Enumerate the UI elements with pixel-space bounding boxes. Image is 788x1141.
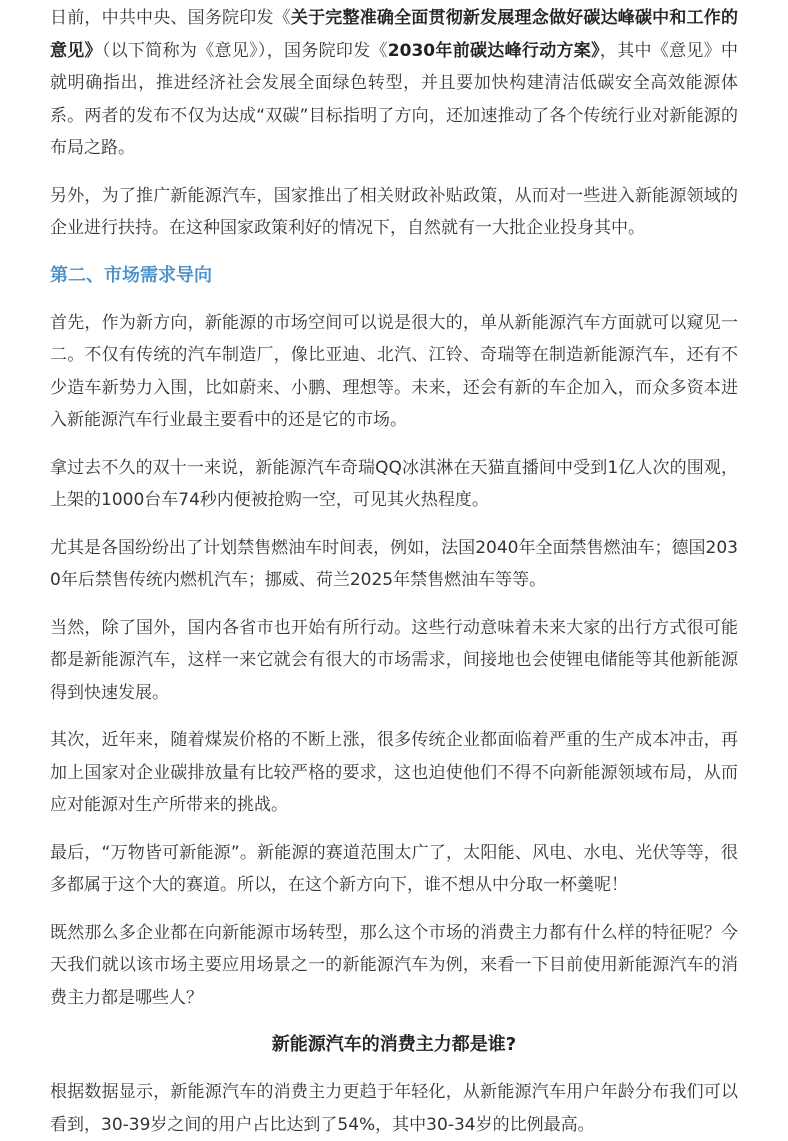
coal-price-paragraph: 其次，近年来，随着煤炭价格的不断上涨，很多传统企业都面临着严重的生产成本冲击，再加上国家对企业碳排放量有比较严格的要求，这也迫使他们不得不向新能源领域布局，从而应对能源对生产所带来的挑战。 — [50, 730, 738, 815]
subsidy-paragraph: 另外，为了推广新能源汽车，国家推出了相关财政补贴政策，从而对一些进入新能源领域的企业进行扶持。在这种国家政策利好的情况下，自然就有一大批企业投身其中。 — [50, 185, 738, 238]
consumer-question-paragraph: 既然那么多企业都在向新能源市场转型，那么这个市场的消费主力都有什么样的特征呢？今天我们就以该市场主要应用场景之一的新能源汽车为例，来看一下目前使用新能源汽车的消费主力都是哪些人？ — [50, 922, 738, 1008]
domestic-action-paragraph: 当然，除了国外，国内各省市也开始有所行动。这些行动意味着未来大家的出行方式很可能都是新能源汽车，这样一来它就会有很大的市场需求，间接地也会使锂电储能等其他新能源得到快速发展。 — [50, 617, 738, 703]
paragraph-gap — [50, 517, 738, 532]
age-distribution-paragraph: 根据数据显示，新能源汽车的消费主力更趋于年轻化，从新能源汽车用户年龄分布我们可以看到，30-39岁之间的用户占比达到了54%，其中30-34岁的比例最高。 — [50, 1082, 738, 1135]
paragraph-gap — [50, 245, 738, 260]
paragraph-gap — [50, 1061, 738, 1076]
paragraph-gap — [50, 1014, 738, 1029]
fuel-car-ban-paragraph: 尤其是各国纷纷出了计划禁售燃油车时间表，例如，法国2040年全面禁售燃油车；德国2030年后禁售传统内燃机汽车；挪威、荷兰2025年禁售燃油车等等。 — [50, 537, 738, 590]
market-space-paragraph: 首先，作为新方向，新能源的市场空间可以说是很大的，单从新能源汽车方面就可以窥见一二。不仅有传统的汽车制造厂，像比亚迪、北汽、江铃、奇瑞等在制造新能源汽车，还有不少造车新势力入围，比如蔚来、小鹏、理想等。未来，还会有新的车企加入，而众多资本进入新能源汽车行业最主要看中的还是它的市场。 — [50, 312, 738, 430]
paragraph-gap — [50, 165, 738, 180]
paragraph-gap — [50, 597, 738, 612]
intro-text-2: （以下简称为《意见》），国务院印发《 — [101, 40, 388, 61]
paragraph-gap — [50, 709, 738, 724]
paragraph-gap — [50, 822, 738, 837]
paragraph-gap — [50, 292, 738, 307]
intro-paragraph — [50, 2, 738, 165]
opinion-document-title: 关于完整准确全面贯彻新发展理念做好碳达峰碳中和工作的意见》 — [50, 8, 739, 61]
article-body — [0, 2, 788, 1135]
double-eleven-paragraph: 拿过去不久的双十一来说，新能源汽车奇瑞QQ冰淇淋在天猫直播间中受到1亿人次的围观，上架的1000台车74秒内便被抢购一空，可见其火热程度。 — [50, 457, 738, 510]
intro-text-3: ，其中《意见》中就明确指出，推进经济社会发展全面绿色转型，并且要加快构建清洁低碳安全高效能源体系。两者的发布不仅为达成“双碳”目标指明了方向，还加速推动了各个传统行业对新能源的布局之路。 — [50, 40, 739, 158]
everything-new-energy-paragraph: 最后，“万物皆可新能源”。新能源的赛道范围太广了，太阳能、风电、水电、光伏等等，很多都属于这个大的赛道。所以，在这个新方向下，谁不想从中分取一杯羹呢！ — [50, 842, 738, 895]
paragraph-gap — [50, 437, 738, 452]
action-plan-title: 2030年前碳达峰行动方案》 — [387, 40, 600, 61]
section-heading-market-demand: 第二、市场需求导向 — [50, 264, 212, 286]
consumer-heading: 新能源汽车的消费主力都是谁? — [271, 1034, 517, 1055]
intro-text-1: 日前，中共中央、国务院印发《 — [50, 8, 291, 28]
paragraph-gap — [50, 902, 738, 917]
